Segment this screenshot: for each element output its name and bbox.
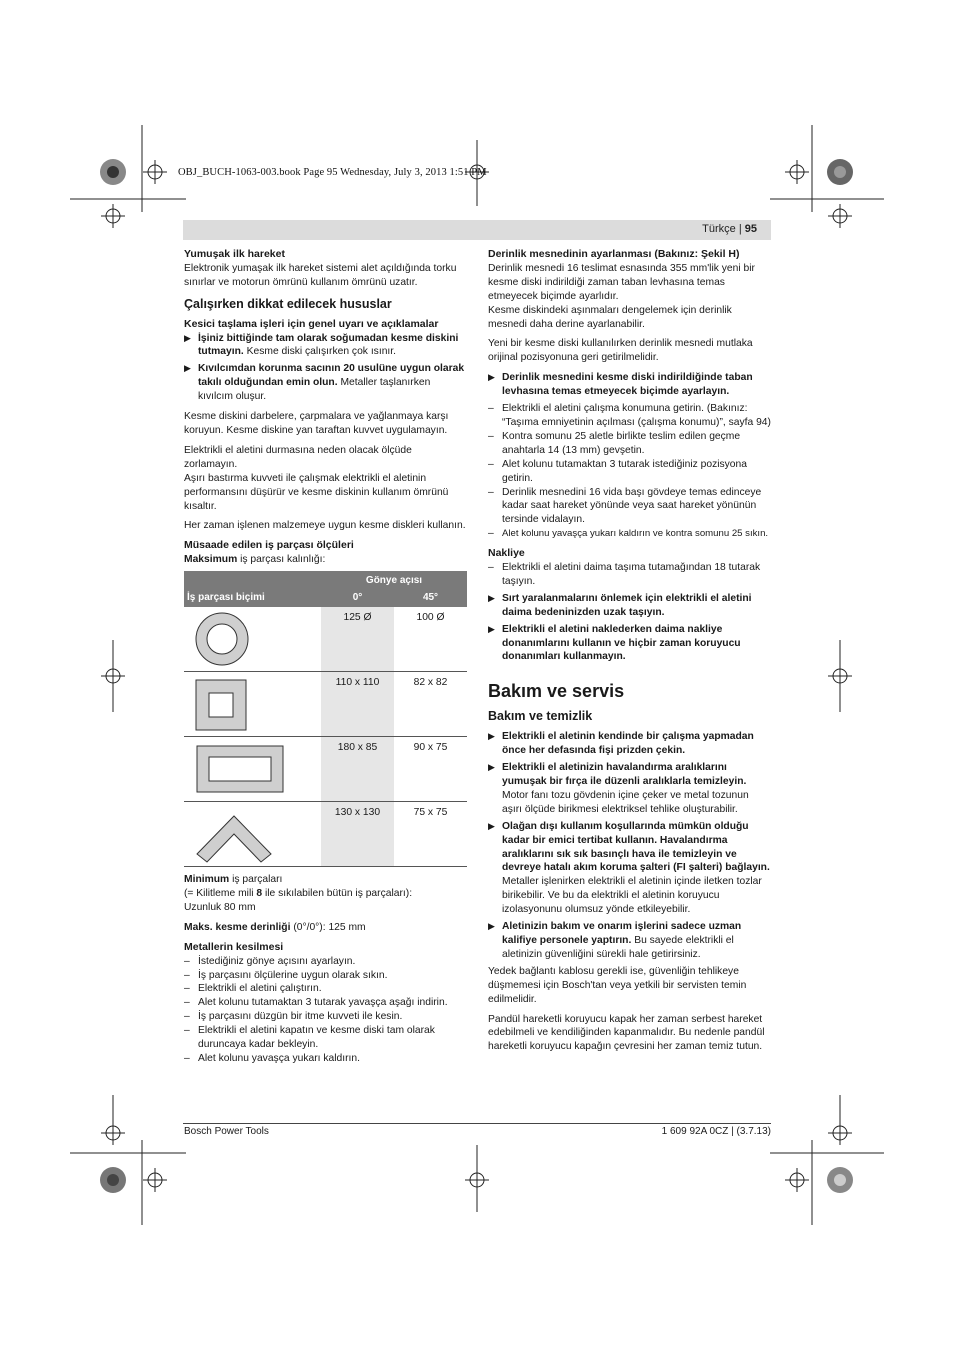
bullet-text: Bu sayede elektrikli el aletinizin güvenliğini sürekli hale getirirsiniz. xyxy=(502,934,734,960)
paragraph: Kesme diskini darbelere, çarpmalara ve yağlanmaya karşı koruyun. Kesme diskine yan taraftan kuvvet uygulamayın. xyxy=(184,411,449,436)
list-item: – Alet kolunu tutamaktan 3 tutarak istediğiniz pozisyona getirin. xyxy=(488,458,747,484)
bullet-item xyxy=(488,820,771,917)
list-item: – İstediğiniz gönye açısını ayarlayın. xyxy=(184,955,356,967)
cutting-title: Kesici taşlama işleri için genel uyarı ve açıklamalar xyxy=(184,317,439,330)
bullet-item xyxy=(488,761,771,817)
bullet-text: Metaller taşlanırken kıvılcım oluşur. xyxy=(198,377,431,403)
bullet-arrow-icon: ▶ xyxy=(488,372,495,383)
page-header-bar xyxy=(183,220,771,240)
bullet-arrow-icon: ▶ xyxy=(488,820,495,831)
table-row xyxy=(184,802,467,867)
list-item: – Derinlik mesnedini 16 vida başı gövdeye temas edinceye kadar saat hareket yönünde veya saat hareket yönünün tersinde vidalayın. xyxy=(488,486,762,526)
cell-45-deg: 100 Ø xyxy=(416,612,445,624)
bullet-bold: Kıvılcımdan korunma sacının 20 usulüne uygun olarak takılı olduğundan emin olun. xyxy=(198,363,465,389)
list-item: – Alet kolunu yavaşça yukarı kaldırın ve kontra somunu 25 sıkın. xyxy=(488,528,769,540)
footer-rule xyxy=(183,1123,771,1124)
paragraph: Pandül hareketli koruyucu kapak her zaman serbest hareket edebilmeli ve kendiliğinden kapanmalıdır. Bu nedenle pandül hareketli koruyucu kapağın çevresini her zaman temiz tutun. xyxy=(488,1013,765,1053)
list-item: – İş parçasını düzgün bir itme kuvveti ile kesin. xyxy=(184,1011,403,1023)
paragraph: Kesme diskindeki aşınmaları dengelemek için derinlik mesnedi daha derine ayarlanabilir. xyxy=(488,304,732,330)
page-number: 95 xyxy=(744,223,757,235)
right-column xyxy=(488,248,771,1060)
bullet-item: ▶ Derinlik mesnedini kesme diski indirildiğinde taban levhasına temas etmeyecek biçimde ayarlayın. xyxy=(488,372,753,398)
list-item: – Elektrikli el aletini daima taşıma tutamağından 18 tutarak taşıyın. xyxy=(488,562,761,587)
cell-0-deg: 110 x 110 xyxy=(321,672,394,736)
table-row xyxy=(184,737,467,802)
bullet-arrow-icon: ▶ xyxy=(488,921,495,932)
max-bold: Maksimum xyxy=(184,554,238,566)
bullet-arrow-icon: ▶ xyxy=(184,363,191,374)
care-title: Bakım ve temizlik xyxy=(488,709,593,724)
sizes-title: Müsaade edilen iş parçası ölçüleri xyxy=(184,539,354,552)
bullet-item xyxy=(184,332,467,360)
bullet-bold: İşiniz bittiğinde tam olarak soğumadan kesme diskini tutmayın. xyxy=(198,332,459,358)
footer-brand: Bosch Power Tools xyxy=(184,1126,269,1137)
soft-start-title: Yumuşak ilk hareket xyxy=(184,248,285,260)
paragraph: Elektrikli el aletini durmasına neden olacak ölçüde zorlamayın. xyxy=(184,444,412,470)
page-header xyxy=(702,223,757,235)
rectangular-tube-icon xyxy=(194,741,294,797)
workpiece-table xyxy=(184,571,467,867)
header-miter-angle: Gönye açısı xyxy=(365,575,423,587)
paragraph: Aşırı bastırma kuvveti ile çalışmak elektrikli el aletinin performansını düşürür ve kesme diskinin kullanım ömrünü kısaltır. xyxy=(184,472,449,512)
bullet-arrow-icon: ▶ xyxy=(184,332,191,343)
bullet-arrow-icon: ▶ xyxy=(488,762,495,773)
list-item: – Elektrikli el aletini kapatın ve kesme diski tam olarak duruncaya kadar bekleyin. xyxy=(184,1025,435,1051)
paragraph: Yeni bir kesme diski kullanılırken derinlik mesnedi mutlaka orijinal pozisyonuna geri getirilmelidir. xyxy=(488,338,753,364)
cell-0-deg: 125 Ø xyxy=(321,607,394,671)
min-text: iş parçaları xyxy=(229,874,283,886)
bullet-text: Kesme diski çalışırken çok ısınır. xyxy=(243,346,396,358)
max-depth-bold: Maks. kesme derinliği xyxy=(184,921,291,933)
max-depth-text: (0°/0°): 125 mm xyxy=(290,921,366,933)
max-text: iş parçası kalınlığı: xyxy=(237,554,326,566)
bullet-text: Motor fanı tozu gövdenin içine çeker ve metal tozunun aşırı ölçüde birikmesi elektriksel tehlike oluşturabilir. xyxy=(502,789,749,815)
list-item: – İş parçasını ölçülerine uygun olarak sıkın. xyxy=(184,969,388,981)
paragraph: Her zaman işlenen malzemeye uygun kesme diskleri kullanın. xyxy=(184,520,466,532)
bullet-item xyxy=(184,362,467,404)
working-title: Çalışırken dikkat edilecek hususlar xyxy=(184,296,392,311)
max-line xyxy=(184,553,467,567)
list-item: – Alet kolunu tutamaktan 3 tutarak yavaşça aşağı indirin. xyxy=(184,997,448,1009)
bullet-arrow-icon: ▶ xyxy=(488,731,495,742)
table-header xyxy=(184,571,467,607)
max-depth-line xyxy=(184,921,467,935)
depth-title: Derinlik mesnedinin ayarlanması (Bakınız: Şekil H) xyxy=(488,248,740,260)
paragraph: Yedek bağlantı kablosu gerekli ise, güvenliğin tehlikeye düşmemesi için Bosch'tan veya yetkili bir servisten temin edilmelidir. xyxy=(488,965,747,1005)
bullet-bold: Aletinizin bakım ve onarım işlerini sadece uzman kalifiye personele yaptırın. xyxy=(502,921,742,946)
bullet-bold: Elektrikli el aletinizin havalandırma aralıklarını yumuşak bir fırça ile düzenli aralıklarla temizleyin. xyxy=(502,762,747,787)
list-item: – Kontra somunu 25 aletle birlikte teslim edilen geçme anahtarla 14 (13 mm) gevşetin. xyxy=(488,430,741,456)
bullet-arrow-icon: ▶ xyxy=(488,623,495,634)
print-info-line: OBJ_BUCH-1063-003.book Page 95 Wednesday, July 3, 2013 1:51 PM xyxy=(178,167,487,178)
min-bold: Minimum xyxy=(184,874,230,886)
table-row xyxy=(184,607,467,672)
bullet-text: Metaller işlenirken elektrikli el aletinin içinde iletken tozlar birikebilir. Ve bu da elektrikli el aletinin koruyucu izolasyonunu olumsuz yönde etkileyebilir. xyxy=(502,876,762,916)
header-workpiece-shape: İş parçası biçimi xyxy=(187,592,265,604)
header-45-deg: 45° xyxy=(422,592,439,604)
angle-profile-icon xyxy=(194,806,284,866)
min-line xyxy=(184,873,467,887)
table-row xyxy=(184,672,467,737)
service-title: Bakım ve servis xyxy=(488,681,625,702)
min-line-3: Uzunluk 80 mm xyxy=(184,901,256,913)
metal-title: Metallerin kesilmesi xyxy=(184,940,284,953)
min-line-2 xyxy=(184,887,467,901)
cell-45-deg: 82 x 82 xyxy=(413,677,448,689)
cell-0-deg: 180 x 85 xyxy=(321,737,394,801)
list-item: – Alet kolunu yavaşça yukarı kaldırın. xyxy=(184,1053,360,1064)
list-item: – Elektrikli el aletini çalışma konumuna getirin. (Bakınız: “Taşıma emniyetinin açılması (çalışma konumu)”, sayfa 94) xyxy=(488,403,771,428)
round-workpiece-icon xyxy=(194,611,254,667)
paragraph: Derinlik mesnedi 16 teslimat esnasında 355 mm'lik yeni bir kesme diski indirildiği zaman taban levhasına temas etmeyecek biçimde ayarlıdır. xyxy=(488,262,755,302)
cell-45-deg: 90 x 75 xyxy=(413,742,448,754)
bullet-bold: Olağan dışı kullanım koşullarında mümkün olduğu kadar bir emici tertibat kullanın. Havalandırma aralıklarını sık sık basınçlı hava ile temizleyin ve devreye hatalı akım koruma şalteri (FI şalteri) bağlayın. xyxy=(502,820,770,874)
header-0-deg: 0° xyxy=(352,592,363,604)
transport-title: Nakliye xyxy=(488,547,525,560)
bullet-item: ▶ Sırt yaralanmalarını önlemek için elektrikli el aletini daima bedeninizden uzak taşıyın. xyxy=(488,592,752,618)
bullet-item: ▶ Elektrikli el aletinin kendinde bir çalışma yapmadan önce her defasında fişi prizden çekin. xyxy=(488,731,754,757)
min-line2a: (= Kilitleme mili xyxy=(184,888,257,900)
header-language: Türkçe xyxy=(702,223,736,235)
soft-start-text: Elektronik yumaşak ilk hareket sistemi alet açıldığında torku sınırlar ve motorun ömrünü kullanım ömrünü uzatır. xyxy=(184,262,457,288)
min-line2b: 8 xyxy=(256,888,263,900)
cell-0-deg: 130 x 130 xyxy=(321,802,394,866)
bullet-item: ▶ Elektrikli el aletini naklederken daima nakliye donanımlarını kullanın ve hiçbir zaman koruyucu donanımları kullanmayın. xyxy=(488,623,741,663)
cell-45-deg: 75 x 75 xyxy=(413,807,448,819)
square-tube-icon xyxy=(194,676,254,732)
bullet-arrow-icon: ▶ xyxy=(488,592,495,603)
min-line2c: ile sıkılabilen bütün iş parçaları): xyxy=(262,888,413,900)
bullet-item xyxy=(488,920,771,962)
left-column xyxy=(184,248,467,1066)
header-separator: | xyxy=(738,223,742,235)
list-item: – Elektrikli el aletini çalıştırın. xyxy=(184,983,322,995)
footer-code: 1 609 92A 0CZ | (3.7.13) xyxy=(661,1126,771,1137)
